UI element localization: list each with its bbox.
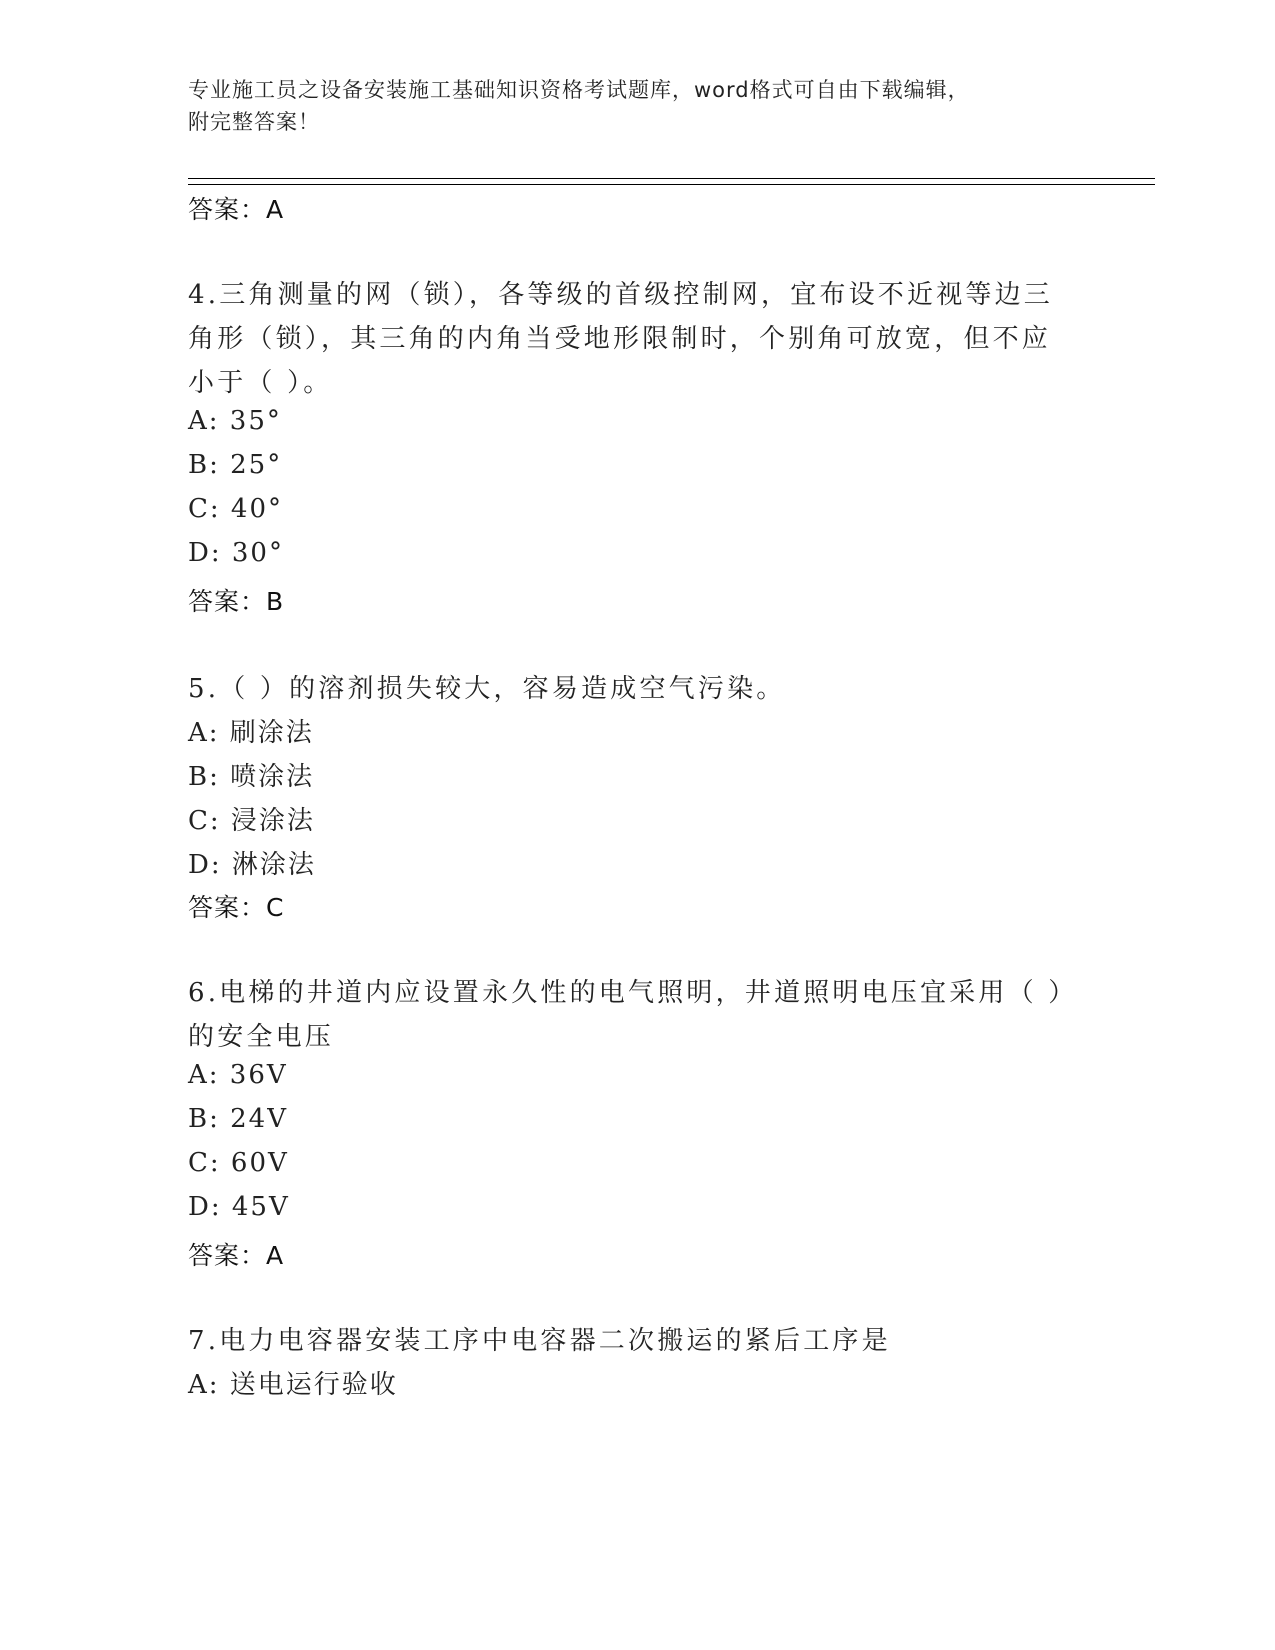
document-header xyxy=(188,74,1088,138)
answer-q4: 答案：B xyxy=(188,587,285,616)
q6-option-d: D: 45V xyxy=(188,1192,290,1222)
q7-option-a: A: 送电运行验收 xyxy=(188,1370,398,1400)
q5-text-line-1: 5.（ ）的溶剂损失较大，容易造成空气污染。 xyxy=(188,674,786,704)
answer-q6: 答案：A xyxy=(188,1241,285,1270)
q6-text-line-2: 的安全电压 xyxy=(188,1022,335,1052)
answer-q5: 答案：C xyxy=(188,893,285,922)
q4-text-line-3: 小于（ ）。 xyxy=(188,368,333,398)
q4-option-a: A: 35° xyxy=(188,406,282,436)
q7-text-line-1: 7.电力电容器安装工序中电容器二次搬运的紧后工序是 xyxy=(188,1326,891,1356)
q4-text-line-2: 角形（锁），其三角的内角当受地形限制时，个别角可放宽，但不应 xyxy=(188,324,1052,354)
answer-q3: 答案：A xyxy=(188,195,285,224)
q6-text-line-1: 6.电梯的井道内应设置永久性的电气照明，井道照明电压宜采用（ ） xyxy=(188,978,1078,1008)
header-line-2: 附完整答案！ xyxy=(188,110,320,134)
q4-text-line-1: 4.三角测量的网（锁），各等级的首级控制网，宜布设不近视等边三 xyxy=(188,280,1054,310)
q5-option-b: B: 喷涂法 xyxy=(188,762,315,792)
q6-option-a: A: 36V xyxy=(188,1060,288,1090)
q5-option-c: C: 浸涂法 xyxy=(188,806,315,836)
q5-option-d: D: 淋涂法 xyxy=(188,850,316,880)
header-rule-top xyxy=(188,178,1155,179)
q4-option-d: D: 30° xyxy=(188,538,284,568)
header-rule-bottom xyxy=(188,184,1155,185)
header-line-1: 专业施工员之设备安装施工基础知识资格考试题库，word格式可自由下载编辑， xyxy=(188,78,970,102)
q6-option-c: C: 60V xyxy=(188,1148,289,1178)
q5-option-a: A: 刷涂法 xyxy=(188,718,314,748)
q6-option-b: B: 24V xyxy=(188,1104,288,1134)
q4-option-b: B: 25° xyxy=(188,450,283,480)
q4-option-c: C: 40° xyxy=(188,494,284,524)
